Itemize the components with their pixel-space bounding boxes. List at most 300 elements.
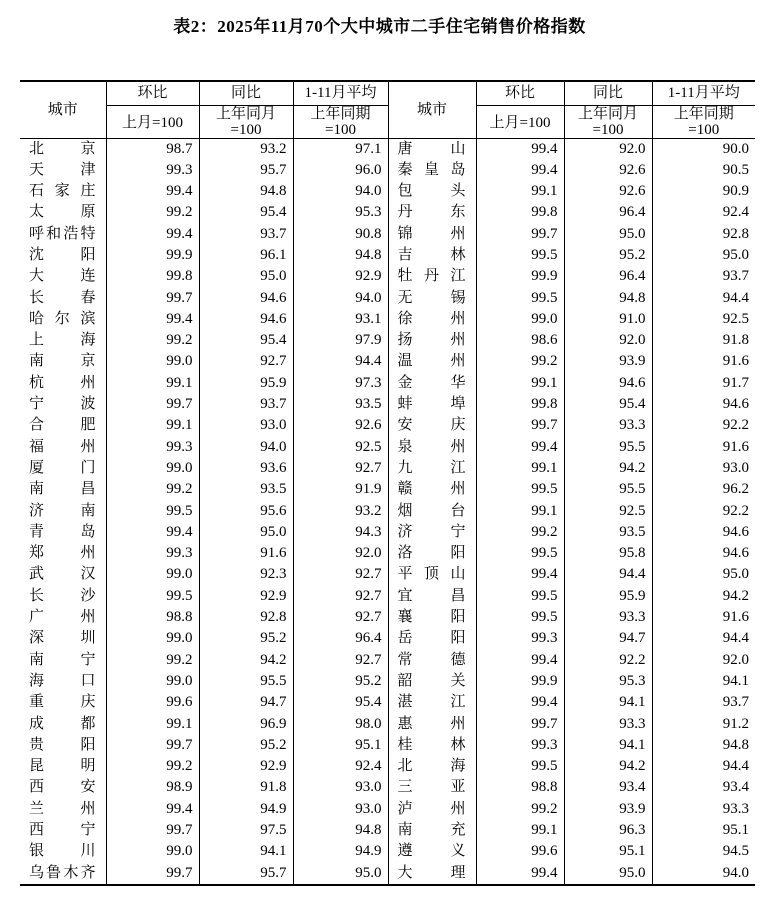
city-cell: 济 宁 xyxy=(388,522,476,543)
mom-group-header-right: 环比 xyxy=(476,81,564,105)
yoy-value-cell: 94.1 xyxy=(199,841,293,862)
city-cell: 三 亚 xyxy=(388,777,476,798)
city-cell: 烟 台 xyxy=(388,501,476,522)
avg-value-cell: 92.7 xyxy=(293,607,388,628)
yoy-value-cell: 91.6 xyxy=(199,543,293,564)
mom-value-cell: 99.5 xyxy=(476,245,564,266)
table-row xyxy=(20,671,755,692)
mom-value-cell: 99.8 xyxy=(476,202,564,223)
yoy-value-cell: 94.2 xyxy=(564,756,652,777)
yoy-value-cell: 95.5 xyxy=(564,437,652,458)
city-cell: 锦 州 xyxy=(388,224,476,245)
city-cell: 武 汉 xyxy=(29,566,96,583)
avg-value-cell: 94.8 xyxy=(293,820,388,841)
mom-value-cell: 99.5 xyxy=(476,607,564,628)
avg-value-cell: 92.5 xyxy=(652,309,755,330)
table-row xyxy=(20,756,755,777)
avg-value-cell: 91.7 xyxy=(652,373,755,394)
avg-value-cell: 94.8 xyxy=(652,735,755,756)
avg-value-cell: 94.4 xyxy=(652,628,755,649)
mom-value-cell: 99.3 xyxy=(106,437,199,458)
table-row xyxy=(20,202,755,223)
avg-value-cell: 93.0 xyxy=(652,458,755,479)
table-row xyxy=(20,841,755,862)
mom-value-cell: 99.5 xyxy=(106,586,199,607)
avg-group-header-left: 1-11月平均 xyxy=(293,81,388,105)
table-row xyxy=(20,735,755,756)
mom-value-cell: 99.6 xyxy=(476,841,564,862)
city-header-left: 城市 xyxy=(20,81,106,138)
yoy-value-cell: 94.9 xyxy=(199,799,293,820)
mom-value-cell: 99.5 xyxy=(476,586,564,607)
yoy-base-line1: 上年同月 xyxy=(577,105,638,122)
avg-value-cell: 94.0 xyxy=(293,288,388,309)
table-row xyxy=(20,522,755,543)
yoy-value-cell: 95.5 xyxy=(199,671,293,692)
city-header-right: 城市 xyxy=(388,81,476,138)
yoy-value-cell: 93.3 xyxy=(564,714,652,735)
avg-value-cell: 92.4 xyxy=(652,202,755,223)
avg-value-cell: 94.0 xyxy=(652,863,755,885)
avg-value-cell: 92.5 xyxy=(293,437,388,458)
avg-base-line1: 上年同期 xyxy=(310,105,371,122)
mom-value-cell: 99.1 xyxy=(476,820,564,841)
mom-value-cell: 99.4 xyxy=(476,437,564,458)
mom-value-cell: 99.7 xyxy=(106,394,199,415)
city-cell: 吉 林 xyxy=(388,245,476,266)
city-cell: 常 德 xyxy=(388,650,476,671)
table-row xyxy=(20,224,755,245)
yoy-value-cell: 93.4 xyxy=(564,777,652,798)
avg-base-header-right xyxy=(652,105,755,138)
yoy-value-cell: 94.2 xyxy=(199,650,293,671)
yoy-base-line2: =100 xyxy=(592,121,624,138)
yoy-value-cell: 93.3 xyxy=(564,607,652,628)
mom-value-cell: 99.3 xyxy=(476,735,564,756)
avg-value-cell: 92.6 xyxy=(293,415,388,436)
mom-value-cell: 99.4 xyxy=(476,650,564,671)
yoy-value-cell: 95.5 xyxy=(564,479,652,500)
city-cell: 金 华 xyxy=(388,373,476,394)
yoy-value-cell: 93.0 xyxy=(199,415,293,436)
avg-value-cell: 92.9 xyxy=(293,266,388,287)
mom-value-cell: 98.9 xyxy=(106,777,199,798)
table-row xyxy=(20,799,755,820)
city-cell: 西 宁 xyxy=(29,822,96,838)
city-cell: 丹 东 xyxy=(388,202,476,223)
city-cell: 洛 阳 xyxy=(388,543,476,564)
mom-value-cell: 99.7 xyxy=(106,863,199,885)
table-row xyxy=(20,628,755,649)
table-body xyxy=(20,138,755,885)
city-cell: 福 州 xyxy=(29,438,96,455)
avg-value-cell: 93.0 xyxy=(293,777,388,798)
mom-value-cell: 99.1 xyxy=(476,181,564,202)
yoy-value-cell: 94.7 xyxy=(564,628,652,649)
city-cell: 合 肥 xyxy=(29,417,96,434)
mom-value-cell: 98.8 xyxy=(476,777,564,798)
table-row xyxy=(20,309,755,330)
city-cell: 宜 昌 xyxy=(388,586,476,607)
table-row xyxy=(20,479,755,500)
city-cell: 湛 江 xyxy=(388,692,476,713)
yoy-value-cell: 91.0 xyxy=(564,309,652,330)
table-row xyxy=(20,501,755,522)
yoy-value-cell: 96.4 xyxy=(564,202,652,223)
yoy-value-cell: 94.8 xyxy=(199,181,293,202)
avg-value-cell: 90.9 xyxy=(652,181,755,202)
table-row xyxy=(20,820,755,841)
avg-value-cell: 91.8 xyxy=(652,330,755,351)
yoy-value-cell: 96.4 xyxy=(564,266,652,287)
avg-value-cell: 96.4 xyxy=(293,628,388,649)
yoy-value-cell: 93.5 xyxy=(564,522,652,543)
mom-value-cell: 98.8 xyxy=(106,607,199,628)
city-cell: 无 锡 xyxy=(388,288,476,309)
avg-value-cell: 92.7 xyxy=(293,586,388,607)
avg-value-cell: 92.7 xyxy=(293,650,388,671)
city-cell: 成 都 xyxy=(29,715,96,732)
city-cell: 石 家 庄 xyxy=(29,183,96,200)
yoy-value-cell: 92.2 xyxy=(564,650,652,671)
city-cell: 兰 州 xyxy=(29,800,96,817)
city-cell: 济 南 xyxy=(29,502,96,519)
mom-value-cell: 99.1 xyxy=(106,373,199,394)
mom-value-cell: 99.9 xyxy=(476,266,564,287)
table-row xyxy=(20,564,755,585)
yoy-value-cell: 94.2 xyxy=(564,458,652,479)
table-row xyxy=(20,650,755,671)
yoy-value-cell: 94.1 xyxy=(564,735,652,756)
mom-value-cell: 99.7 xyxy=(106,820,199,841)
mom-value-cell: 99.5 xyxy=(476,288,564,309)
city-cell: 西 安 xyxy=(29,779,96,796)
yoy-value-cell: 93.5 xyxy=(199,479,293,500)
city-cell: 南 京 xyxy=(29,353,96,370)
yoy-base-line1: 上年同月 xyxy=(215,105,276,122)
avg-value-cell: 93.3 xyxy=(652,799,755,820)
avg-value-cell: 94.3 xyxy=(293,522,388,543)
yoy-base-line2: =100 xyxy=(230,121,262,138)
yoy-value-cell: 95.2 xyxy=(199,735,293,756)
yoy-value-cell: 94.8 xyxy=(564,288,652,309)
avg-value-cell: 90.5 xyxy=(652,160,755,181)
city-cell: 深 圳 xyxy=(29,630,96,647)
city-cell: 杭 州 xyxy=(29,374,96,391)
yoy-value-cell: 93.7 xyxy=(199,224,293,245)
yoy-value-cell: 95.7 xyxy=(199,863,293,885)
mom-value-cell: 99.4 xyxy=(106,224,199,245)
mom-value-cell: 99.8 xyxy=(476,394,564,415)
yoy-value-cell: 95.9 xyxy=(564,586,652,607)
city-cell: 长 春 xyxy=(29,289,96,306)
avg-value-cell: 95.4 xyxy=(293,692,388,713)
yoy-value-cell: 95.1 xyxy=(564,841,652,862)
city-cell: 惠 州 xyxy=(388,714,476,735)
avg-value-cell: 97.1 xyxy=(293,138,388,160)
avg-value-cell: 92.8 xyxy=(652,224,755,245)
mom-value-cell: 99.4 xyxy=(106,181,199,202)
city-cell: 襄 阳 xyxy=(388,607,476,628)
yoy-value-cell: 94.1 xyxy=(564,692,652,713)
mom-value-cell: 99.3 xyxy=(476,628,564,649)
city-cell: 秦 皇 岛 xyxy=(388,160,476,181)
avg-value-cell: 95.3 xyxy=(293,202,388,223)
mom-value-cell: 99.6 xyxy=(106,692,199,713)
avg-value-cell: 98.0 xyxy=(293,714,388,735)
mom-value-cell: 99.0 xyxy=(106,671,199,692)
avg-value-cell: 97.3 xyxy=(293,373,388,394)
city-cell: 扬 州 xyxy=(388,330,476,351)
table-row xyxy=(20,394,755,415)
mom-value-cell: 99.9 xyxy=(476,671,564,692)
mom-value-cell: 99.0 xyxy=(476,309,564,330)
mom-value-cell: 99.1 xyxy=(476,501,564,522)
mom-value-cell: 99.5 xyxy=(476,756,564,777)
avg-value-cell: 93.2 xyxy=(293,501,388,522)
mom-value-cell: 99.9 xyxy=(106,245,199,266)
mom-value-cell: 99.2 xyxy=(106,756,199,777)
avg-value-cell: 92.0 xyxy=(293,543,388,564)
yoy-value-cell: 91.8 xyxy=(199,777,293,798)
avg-value-cell: 97.9 xyxy=(293,330,388,351)
city-cell: 银 川 xyxy=(29,843,96,860)
yoy-value-cell: 95.7 xyxy=(199,160,293,181)
mom-value-cell: 99.4 xyxy=(476,564,564,585)
avg-base-line2: =100 xyxy=(688,121,720,138)
mom-value-cell: 99.7 xyxy=(476,224,564,245)
yoy-value-cell: 94.6 xyxy=(199,288,293,309)
yoy-group-header-right: 同比 xyxy=(564,81,652,105)
avg-base-line2: =100 xyxy=(325,121,356,138)
yoy-value-cell: 95.4 xyxy=(564,394,652,415)
table-row xyxy=(20,160,755,181)
mom-value-cell: 99.2 xyxy=(476,522,564,543)
yoy-value-cell: 92.0 xyxy=(564,330,652,351)
yoy-value-cell: 92.0 xyxy=(564,138,652,160)
city-cell: 宁 波 xyxy=(29,396,96,413)
city-cell: 牡 丹 江 xyxy=(388,266,476,287)
yoy-value-cell: 93.3 xyxy=(564,415,652,436)
table-row xyxy=(20,330,755,351)
mom-value-cell: 99.2 xyxy=(476,351,564,372)
avg-value-cell: 91.6 xyxy=(652,351,755,372)
mom-value-cell: 99.1 xyxy=(476,458,564,479)
city-cell: 青 岛 xyxy=(29,523,96,540)
table-row xyxy=(20,692,755,713)
mom-value-cell: 99.2 xyxy=(106,330,199,351)
city-cell: 太 原 xyxy=(29,204,96,221)
yoy-value-cell: 95.0 xyxy=(564,224,652,245)
mom-value-cell: 99.2 xyxy=(476,799,564,820)
table-row xyxy=(20,138,755,160)
avg-value-cell: 94.0 xyxy=(293,181,388,202)
price-index-table xyxy=(20,80,755,886)
city-cell: 北 京 xyxy=(29,140,96,157)
yoy-value-cell: 94.6 xyxy=(564,373,652,394)
city-cell: 南 充 xyxy=(388,820,476,841)
avg-base-header-left xyxy=(293,105,388,138)
yoy-value-cell: 92.8 xyxy=(199,607,293,628)
avg-value-cell: 92.7 xyxy=(293,458,388,479)
mom-value-cell: 99.4 xyxy=(476,863,564,885)
avg-value-cell: 91.6 xyxy=(652,607,755,628)
table-row xyxy=(20,351,755,372)
table-row xyxy=(20,373,755,394)
yoy-group-header-left: 同比 xyxy=(199,81,293,105)
avg-group-header-right: 1-11月平均 xyxy=(652,81,755,105)
yoy-value-cell: 93.6 xyxy=(199,458,293,479)
avg-value-cell: 93.4 xyxy=(652,777,755,798)
mom-value-cell: 99.3 xyxy=(106,160,199,181)
mom-value-cell: 99.4 xyxy=(106,309,199,330)
avg-value-cell: 93.7 xyxy=(652,692,755,713)
table-row xyxy=(20,266,755,287)
mom-value-cell: 99.3 xyxy=(106,543,199,564)
mom-value-cell: 99.7 xyxy=(106,288,199,309)
city-cell: 重 庆 xyxy=(29,694,96,711)
mom-value-cell: 99.4 xyxy=(476,160,564,181)
avg-value-cell: 91.9 xyxy=(293,479,388,500)
mom-value-cell: 99.4 xyxy=(106,799,199,820)
city-cell: 郑 州 xyxy=(29,545,96,562)
mom-value-cell: 99.4 xyxy=(476,138,564,160)
avg-value-cell: 92.4 xyxy=(293,756,388,777)
mom-value-cell: 99.5 xyxy=(106,501,199,522)
avg-value-cell: 94.6 xyxy=(652,522,755,543)
avg-value-cell: 92.0 xyxy=(652,650,755,671)
yoy-value-cell: 97.5 xyxy=(199,820,293,841)
city-cell: 乌 鲁 木 齐 xyxy=(29,864,96,881)
mom-value-cell: 99.2 xyxy=(106,650,199,671)
mom-group-header-left: 环比 xyxy=(106,81,199,105)
city-cell: 长 沙 xyxy=(29,587,96,604)
yoy-value-cell: 95.0 xyxy=(199,522,293,543)
yoy-value-cell: 95.2 xyxy=(564,245,652,266)
mom-value-cell: 99.2 xyxy=(106,479,199,500)
yoy-value-cell: 93.7 xyxy=(199,394,293,415)
avg-value-cell: 90.0 xyxy=(652,138,755,160)
page-title: 表2：2025年11月70个大中城市二手住宅销售价格指数 xyxy=(173,17,586,36)
yoy-value-cell: 96.3 xyxy=(564,820,652,841)
mom-value-cell: 99.8 xyxy=(106,266,199,287)
avg-value-cell: 90.8 xyxy=(293,224,388,245)
avg-value-cell: 94.6 xyxy=(652,543,755,564)
yoy-value-cell: 95.0 xyxy=(564,863,652,885)
city-cell: 泉 州 xyxy=(388,437,476,458)
city-cell: 上 海 xyxy=(29,332,96,349)
mom-value-cell: 99.1 xyxy=(106,415,199,436)
mom-base-header-right: 上月=100 xyxy=(476,105,564,138)
avg-value-cell: 96.0 xyxy=(293,160,388,181)
table-row xyxy=(20,437,755,458)
table-row xyxy=(20,607,755,628)
table-row xyxy=(20,714,755,735)
yoy-value-cell: 92.6 xyxy=(564,160,652,181)
yoy-value-cell: 92.9 xyxy=(199,756,293,777)
yoy-value-cell: 95.0 xyxy=(199,266,293,287)
city-cell: 沈 阳 xyxy=(29,246,96,263)
yoy-base-header-left xyxy=(199,105,293,138)
avg-value-cell: 95.2 xyxy=(293,671,388,692)
mom-value-cell: 99.1 xyxy=(476,373,564,394)
yoy-value-cell: 95.6 xyxy=(199,501,293,522)
avg-value-cell: 94.5 xyxy=(652,841,755,862)
city-cell: 平 顶 山 xyxy=(388,564,476,585)
yoy-value-cell: 93.9 xyxy=(564,799,652,820)
mom-value-cell: 99.5 xyxy=(476,543,564,564)
city-cell: 蚌 埠 xyxy=(388,394,476,415)
yoy-value-cell: 94.4 xyxy=(564,564,652,585)
mom-value-cell: 98.7 xyxy=(106,138,199,160)
yoy-value-cell: 93.2 xyxy=(199,138,293,160)
mom-value-cell: 99.4 xyxy=(476,692,564,713)
avg-value-cell: 95.1 xyxy=(293,735,388,756)
avg-value-cell: 95.0 xyxy=(652,245,755,266)
avg-value-cell: 94.6 xyxy=(652,394,755,415)
avg-value-cell: 93.5 xyxy=(293,394,388,415)
mom-base-header-left: 上月=100 xyxy=(106,105,199,138)
city-cell: 大 理 xyxy=(388,863,476,885)
avg-value-cell: 94.8 xyxy=(293,245,388,266)
city-cell: 岳 阳 xyxy=(388,628,476,649)
mom-value-cell: 99.7 xyxy=(476,714,564,735)
city-cell: 天 津 xyxy=(29,161,96,178)
city-cell: 南 昌 xyxy=(29,481,96,498)
yoy-value-cell: 96.9 xyxy=(199,714,293,735)
table-header xyxy=(20,81,755,138)
avg-value-cell: 91.2 xyxy=(652,714,755,735)
avg-value-cell: 94.2 xyxy=(652,586,755,607)
avg-value-cell: 94.9 xyxy=(293,841,388,862)
city-cell: 温 州 xyxy=(388,351,476,372)
mom-value-cell: 99.0 xyxy=(106,564,199,585)
avg-value-cell: 91.6 xyxy=(652,437,755,458)
avg-value-cell: 94.4 xyxy=(652,756,755,777)
yoy-value-cell: 93.9 xyxy=(564,351,652,372)
city-cell: 哈 尔 滨 xyxy=(29,310,96,327)
city-cell: 呼 和 浩 特 xyxy=(29,225,96,242)
table-row xyxy=(20,543,755,564)
table-row xyxy=(20,863,755,885)
yoy-value-cell: 92.3 xyxy=(199,564,293,585)
yoy-value-cell: 92.7 xyxy=(199,351,293,372)
city-cell: 唐 山 xyxy=(388,138,476,160)
city-cell: 九 江 xyxy=(388,458,476,479)
avg-value-cell: 93.1 xyxy=(293,309,388,330)
mom-value-cell: 99.0 xyxy=(106,351,199,372)
mom-value-cell: 99.0 xyxy=(106,841,199,862)
table-row xyxy=(20,288,755,309)
city-cell: 徐 州 xyxy=(388,309,476,330)
city-cell: 广 州 xyxy=(29,609,96,626)
avg-value-cell: 94.1 xyxy=(652,671,755,692)
table-row xyxy=(20,458,755,479)
mom-value-cell: 99.7 xyxy=(106,735,199,756)
city-cell: 包 头 xyxy=(388,181,476,202)
table-row xyxy=(20,415,755,436)
mom-value-cell: 99.1 xyxy=(106,714,199,735)
avg-value-cell: 92.2 xyxy=(652,501,755,522)
city-cell: 南 宁 xyxy=(29,651,96,668)
mom-value-cell: 99.0 xyxy=(106,458,199,479)
table-row xyxy=(20,777,755,798)
yoy-value-cell: 92.5 xyxy=(564,501,652,522)
yoy-value-cell: 95.2 xyxy=(199,628,293,649)
avg-value-cell: 93.0 xyxy=(293,799,388,820)
yoy-value-cell: 95.3 xyxy=(564,671,652,692)
city-cell: 韶 关 xyxy=(388,671,476,692)
